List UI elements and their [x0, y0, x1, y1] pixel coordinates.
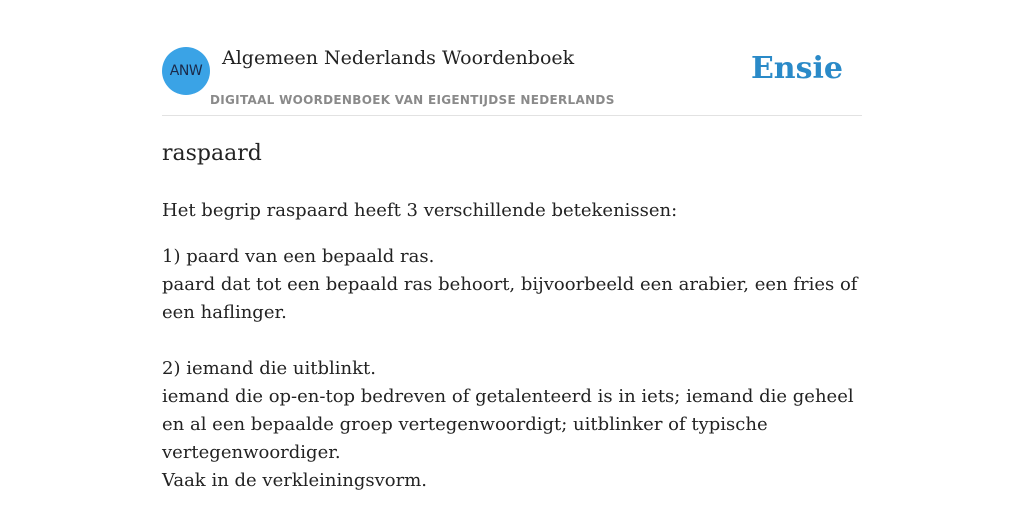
- meanings-list: [162, 243, 862, 495]
- dictionary-title[interactable]: Algemeen Nederlands Woordenboek: [222, 47, 575, 69]
- meaning-note: Vaak in de verkleiningsvorm.: [162, 470, 428, 491]
- anw-logo[interactable]: [162, 47, 210, 95]
- entry-intro: Het begrip raspaard heeft 3 verschillende betekenissen:: [162, 200, 678, 221]
- meaning-heading: 2) iemand die uitblinkt.: [162, 358, 376, 379]
- meaning-definition: paard dat tot een bepaald ras behoort, bijvoorbeeld een arabier, een fries of een haflinger.: [162, 274, 858, 323]
- meaning-item: [162, 355, 862, 495]
- meaning-item: [162, 243, 862, 327]
- anw-logo-text: ANW: [169, 63, 203, 79]
- entry-content: [162, 138, 862, 495]
- ensie-brand-link[interactable]: Ensie: [750, 51, 843, 86]
- entry-word-title: raspaard: [162, 141, 262, 166]
- dictionary-subtitle: DIGITAAL WOORDENBOEK VAN EIGENTIJDSE NEDERLANDS: [210, 93, 615, 107]
- header: [162, 46, 862, 116]
- meaning-heading: 1) paard van een bepaald ras.: [162, 246, 435, 267]
- meaning-spacer: [162, 327, 862, 355]
- meaning-definition: iemand die op-en-top bedreven of getalenteerd is in iets; iemand die geheel en al een bepaalde groep vertegenwoordigt; uitblinker of typische vertegenwoordiger.: [162, 386, 854, 463]
